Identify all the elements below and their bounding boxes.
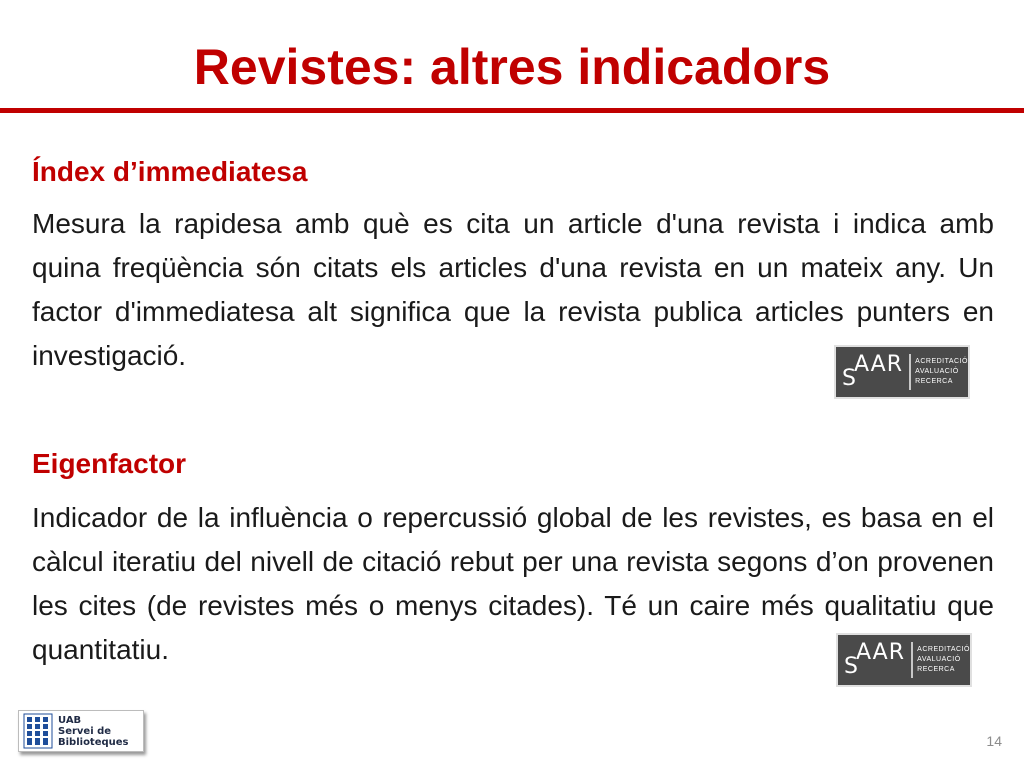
saar-mark-aar: AAR (856, 640, 905, 665)
saar-mark-s: S (842, 366, 857, 391)
saar-separator (911, 642, 913, 678)
saar-badge-1 (834, 345, 970, 399)
title-divider (0, 108, 1024, 113)
saar-line-3: RECERCA (917, 666, 955, 673)
logo-line-1: UAB (58, 714, 82, 726)
saar-line-1: ACREDITACIÓ (917, 646, 970, 653)
saar-logo-icon (844, 640, 909, 680)
saar-lines (917, 645, 970, 675)
section-body-eigenfactor: Indicador de la influència o repercussió global de les revistes, es basa en el càlcul iteratiu del nivell de citació rebut per una revista segons d’on provenen les cites (de revistes més o menys citades). Té un caire més qualitatiu que quantitatiu. (32, 502, 994, 665)
saar-separator (909, 354, 911, 390)
logo-text (58, 715, 129, 748)
uab-building-icon (23, 713, 53, 749)
saar-badge-2 (836, 633, 972, 687)
saar-mark-aar: AAR (854, 352, 903, 377)
saar-line-1: ACREDITACIÓ (915, 358, 968, 365)
saar-lines (915, 357, 968, 387)
section-heading-eigenfactor: Eigenfactor (32, 448, 187, 479)
saar-line-2: AVALUACIÓ (915, 368, 959, 375)
saar-line-2: AVALUACIÓ (917, 656, 961, 663)
section-body-immediatesa: Mesura la rapidesa amb què es cita un article d'una revista i indica amb quina freqüència són citats els articles d'una revista en un mateix any. Un factor d'immediatesa alt significa que la revista publica articles punters en investigació. (32, 208, 994, 371)
logo-line-2: Servei de (58, 725, 112, 737)
uab-library-logo (18, 710, 144, 752)
section-heading-immediatesa: Índex d’immediatesa (32, 156, 308, 187)
page-number: 14 (986, 733, 1002, 749)
slide-title: Revistes: altres indicadors (193, 39, 831, 95)
saar-line-3: RECERCA (915, 378, 953, 385)
saar-mark-s: S (844, 654, 859, 679)
logo-line-3: Biblioteques (58, 736, 129, 748)
saar-logo-icon (842, 352, 907, 392)
